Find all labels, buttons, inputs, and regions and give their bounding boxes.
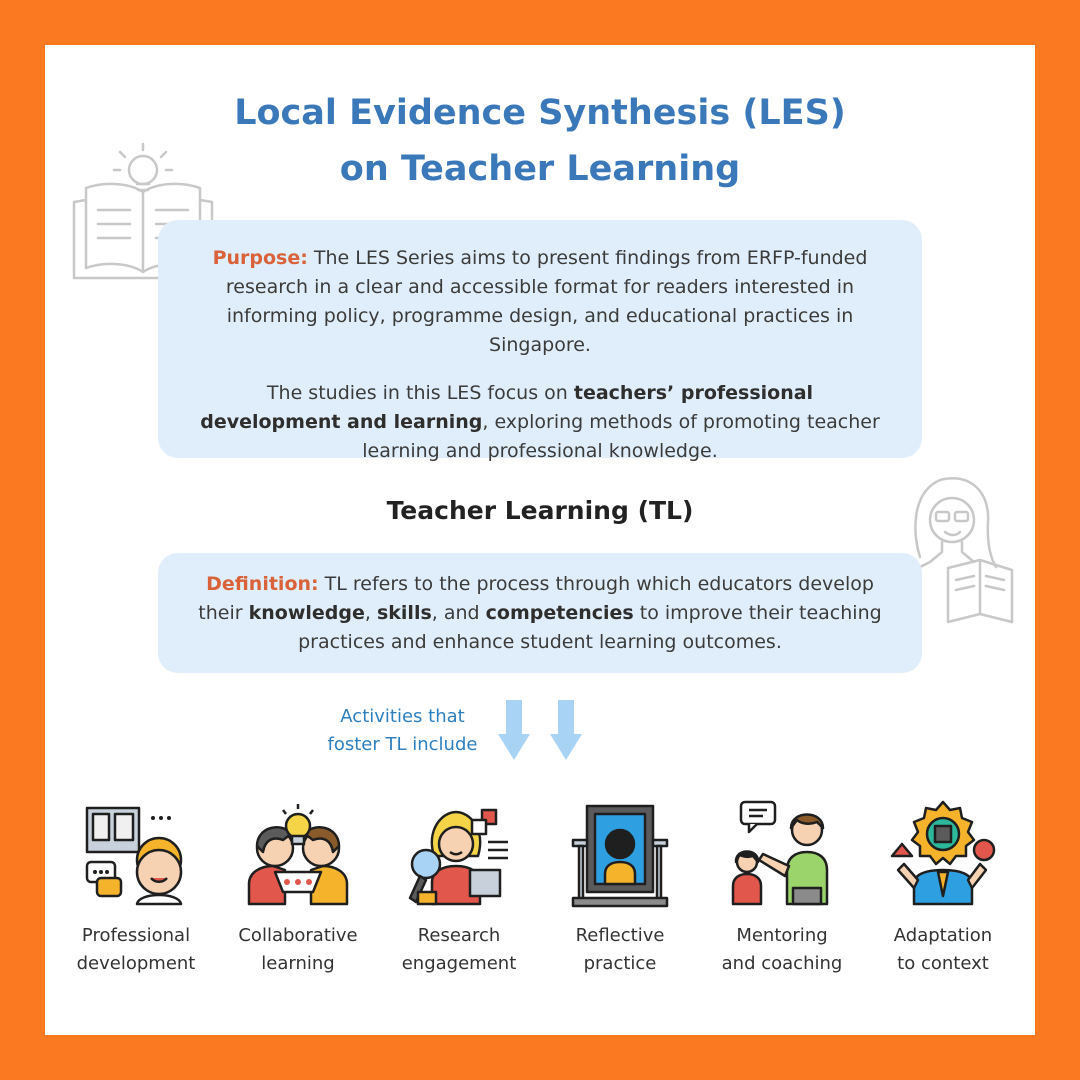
purpose-paragraph	[158, 220, 922, 360]
definition-box	[158, 553, 922, 673]
focus-bold: teachers’ professional development and learning	[200, 382, 814, 433]
focus-suffix: , exploring methods of promoting teacher learning and professional knowledge.	[362, 411, 880, 462]
activity-label-line-1: Professional	[81, 925, 191, 946]
activity-adaptation-context	[868, 800, 1018, 978]
activity-label-line-1: Reflective	[575, 925, 665, 946]
focus-prefix: The studies in this LES focus on	[266, 382, 574, 404]
activity-reflective-practice	[545, 800, 695, 978]
activity-label-line-2: learning	[261, 953, 335, 974]
activities-label	[300, 703, 505, 759]
activities-label-line-2: foster TL include	[327, 734, 478, 755]
title-line-2: on Teacher Learning	[339, 149, 741, 189]
activities-label-line-1: Activities that	[340, 706, 465, 727]
arrow-down-icon	[498, 700, 530, 760]
definition-sep-2: , and	[431, 602, 486, 624]
activity-professional-development	[61, 800, 211, 978]
tl-heading: Teacher Learning (TL)	[386, 496, 694, 525]
focus-paragraph	[158, 360, 922, 466]
definition-lead: Definition:	[206, 573, 319, 595]
activity-mentoring-coaching	[707, 800, 857, 978]
definition-post: to improve their teaching practices and enhance student learning outcomes.	[298, 602, 882, 653]
activity-collaborative-learning	[223, 800, 373, 978]
mentoring-coaching-icon	[727, 800, 837, 910]
adaptation-context-icon	[888, 800, 998, 910]
reflective-practice-icon	[565, 800, 675, 910]
knowledge-bold: knowledge	[248, 602, 365, 624]
competencies-bold: competencies	[485, 602, 634, 624]
definition-sep-1: ,	[364, 602, 377, 624]
purpose-text: The LES Series aims to present findings from ERFP-funded research in a clear and accessible format for readers interested in informing policy, programme design, and educational practices in Singapore.	[225, 247, 868, 356]
title-line-1: Local Evidence Synthesis (LES)	[234, 93, 846, 133]
definition-pre: TL refers to the process through which educators develop their	[198, 573, 874, 624]
skills-bold: skills	[376, 602, 432, 624]
purpose-lead: Purpose:	[212, 247, 308, 269]
collaborative-learning-icon	[243, 800, 353, 910]
activity-label-line-1: Mentoring	[736, 925, 828, 946]
activity-label-line-1: Research	[417, 925, 501, 946]
arrow-down-icon	[550, 700, 582, 760]
activity-label-line-1: Adaptation	[893, 925, 993, 946]
professional-development-icon	[81, 800, 191, 910]
activity-label-line-2: to context	[897, 953, 989, 974]
activity-label-line-2: engagement	[401, 953, 517, 974]
activity-label-line-1: Collaborative	[238, 925, 358, 946]
research-engagement-icon	[404, 800, 514, 910]
activity-research-engagement	[384, 800, 534, 978]
activity-label-line-2: and coaching	[721, 953, 843, 974]
purpose-box	[158, 220, 922, 462]
activity-label-line-2: practice	[583, 953, 657, 974]
definition-paragraph	[158, 553, 922, 657]
activity-label-line-2: development	[76, 953, 196, 974]
